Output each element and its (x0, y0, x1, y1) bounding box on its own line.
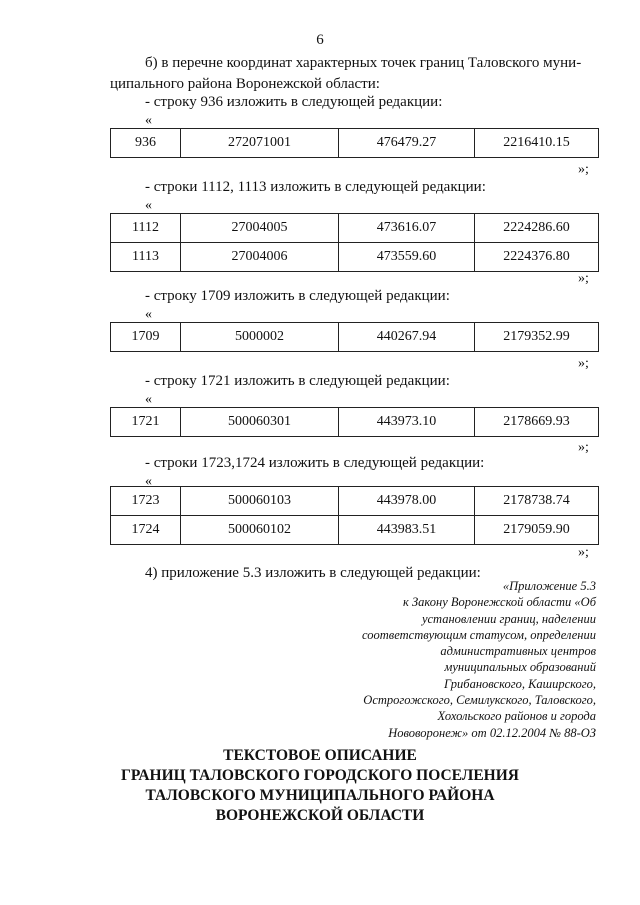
point-number-cell: 1724 (111, 516, 181, 545)
appendix-line: муниципальных образований (444, 660, 596, 675)
y-coordinate-cell: 2179352.99 (475, 323, 599, 352)
page-number: 6 (316, 32, 324, 48)
open-quote: « (145, 198, 152, 213)
appendix-line: к Закону Воронежской области «Об (402, 595, 596, 610)
document-heading (0, 746, 640, 826)
item-4-text: 4) приложение 5.3 изложить в следующей редакции: (145, 565, 481, 581)
close-quote: »; (578, 440, 589, 455)
x-coordinate-cell: 473559.60 (339, 243, 475, 272)
section-label: - строки 1723,1724 изложить в следующей редакции: (145, 455, 485, 471)
appendix-line: соответствующим статусом, определении (362, 627, 596, 642)
appendix-line: Острогожского, Семилукского, Таловского, (363, 693, 596, 708)
coordinates-table (110, 213, 599, 272)
heading-line: ТАЛОВСКОГО МУНИЦИПАЛЬНОГО РАЙОНА (145, 787, 495, 804)
open-quote: « (145, 113, 152, 128)
heading-line: ТЕКСТОВОЕ ОПИСАНИЕ (223, 747, 417, 764)
point-number-cell: 1112 (111, 214, 181, 243)
y-coordinate-cell: 2178669.93 (475, 408, 599, 437)
section-label: - строку 1721 изложить в следующей редакции: (145, 373, 450, 389)
y-coordinate-cell: 2178738.74 (475, 487, 599, 516)
section-label: - строку 936 изложить в следующей редакции: (145, 94, 443, 110)
table-row (111, 129, 599, 158)
y-coordinate-cell: 2179059.90 (475, 516, 599, 545)
close-quote: »; (578, 356, 589, 371)
point-number-cell: 1723 (111, 487, 181, 516)
point-number-cell: 1709 (111, 323, 181, 352)
x-coordinate-cell: 443978.00 (339, 487, 475, 516)
open-quote: « (145, 392, 152, 407)
heading-line: ГРАНИЦ ТАЛОВСКОГО ГОРОДСКОГО ПОСЕЛЕНИЯ (121, 767, 519, 784)
x-coordinate-cell: 440267.94 (339, 323, 475, 352)
table-row (111, 214, 599, 243)
close-quote: »; (578, 162, 589, 177)
y-coordinate-cell: 2216410.15 (475, 129, 599, 158)
coordinates-table (110, 322, 599, 352)
heading-line: ВОРОНЕЖСКОЙ ОБЛАСТИ (215, 807, 425, 824)
intro-line-2: ципального района Воронежской области: (110, 76, 380, 92)
table-row (111, 323, 599, 352)
appendix-line: установлении границ, наделении (421, 611, 596, 626)
appendix-reference (336, 578, 596, 741)
appendix-line: «Приложение 5.3 (502, 579, 596, 593)
appendix-line: Грибановского, Каширского, (444, 676, 596, 691)
y-coordinate-cell: 2224286.60 (475, 214, 599, 243)
point-id-cell: 500060103 (181, 487, 339, 516)
intro-line-1: б) в перечне координат характерных точек границ Таловского муни- (145, 55, 582, 71)
open-quote: « (145, 307, 152, 322)
coordinates-table (110, 486, 599, 545)
point-id-cell: 500060102 (181, 516, 339, 545)
table-row (111, 243, 599, 272)
point-number-cell: 936 (111, 129, 181, 158)
table-row (111, 408, 599, 437)
section-label: - строки 1112, 1113 изложить в следующей редакции: (145, 179, 486, 195)
appendix-line: административных центров (440, 644, 596, 659)
y-coordinate-cell: 2224376.80 (475, 243, 599, 272)
x-coordinate-cell: 476479.27 (339, 129, 475, 158)
x-coordinate-cell: 443983.51 (339, 516, 475, 545)
coordinates-table (110, 128, 599, 158)
open-quote: « (145, 474, 152, 489)
appendix-line: Нововоронеж» от 02.12.2004 № 88-ОЗ (388, 725, 596, 740)
close-quote: »; (578, 545, 589, 560)
coordinates-table (110, 407, 599, 437)
x-coordinate-cell: 473616.07 (339, 214, 475, 243)
table-row (111, 487, 599, 516)
appendix-line: Хохольского районов и города (437, 709, 596, 724)
table-row (111, 516, 599, 545)
point-number-cell: 1113 (111, 243, 181, 272)
point-id-cell: 5000002 (181, 323, 339, 352)
point-id-cell: 27004005 (181, 214, 339, 243)
section-label: - строку 1709 изложить в следующей редакции: (145, 288, 450, 304)
point-id-cell: 272071001 (181, 129, 339, 158)
close-quote: »; (578, 271, 589, 286)
point-number-cell: 1721 (111, 408, 181, 437)
point-id-cell: 27004006 (181, 243, 339, 272)
x-coordinate-cell: 443973.10 (339, 408, 475, 437)
point-id-cell: 500060301 (181, 408, 339, 437)
